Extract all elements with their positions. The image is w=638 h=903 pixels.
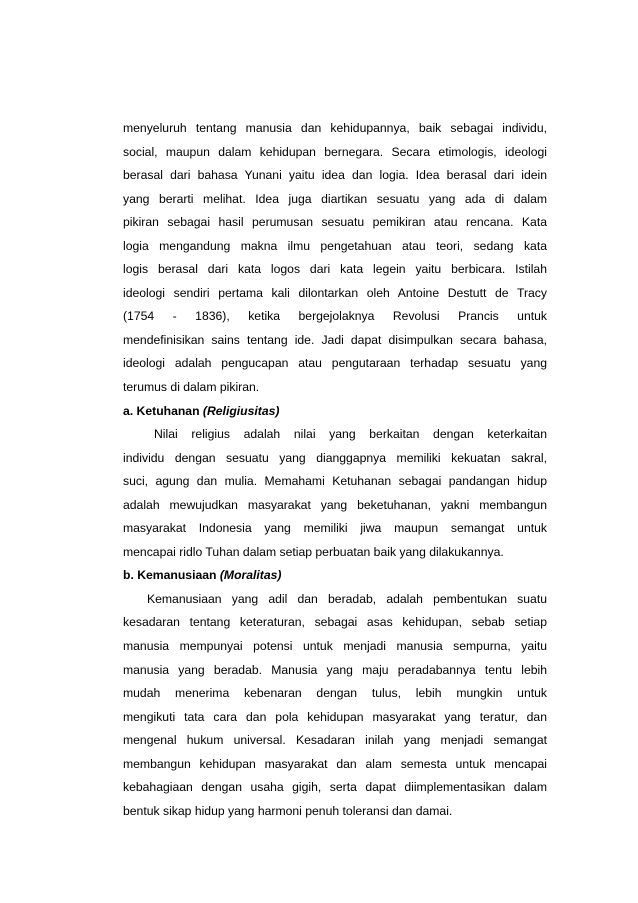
section-heading-kemanusiaan [123, 564, 547, 588]
text-line: mencapai ridlo Tuhan dalam setiap perbuatan baik yang dilakukannya. [123, 544, 504, 559]
text-line: Nilai religius adalah nilai yang berkaitan dengan keterkaitan [154, 427, 547, 442]
heading-label: b. Kemanusiaan [123, 568, 220, 583]
text-line: suci, agung dan mulia. Memahami Ketuhanan sebagai pandangan hidup [123, 474, 547, 489]
heading-subtitle: (Moralitas) [219, 568, 282, 583]
heading-label: a. Ketuhanan [123, 403, 203, 418]
text-line: ideologi adalah pengucapan atau pengutaraan terhadap sesuatu yang [123, 356, 547, 371]
text-line: manusia yang beradab. Manusia yang maju peradabannya tentu lebih [123, 662, 547, 677]
text-line: mengikuti tata cara dan pola kehidupan masyarakat yang teratur, dan [123, 709, 547, 724]
text-line: membangun kehidupan masyarakat dan alam semesta untuk mencapai [123, 756, 547, 771]
text-line: individu dengan sesuatu yang dianggapnya memiliki kekuatan sakral, [123, 450, 547, 465]
text-line: yang berarti melihat. Idea juga diartikan sesuatu yang ada di dalam [123, 191, 547, 206]
text-line: logia mengandung makna ilmu pengetahuan atau teori, sedang kata [123, 238, 547, 253]
text-line: mudah menerima kebenaran dengan tulus, lebih mungkin untuk [123, 686, 547, 701]
page-body [123, 117, 547, 823]
paragraph-kemanusiaan [123, 588, 547, 823]
text-line: manusia mempunyai potensi untuk menjadi manusia sempurna, yaitu [123, 639, 547, 654]
text-line: pikiran sebagai hasil perumusan sesuatu pemikiran atau rencana. Kata [123, 215, 547, 230]
text-line: adalah mewujudkan masyarakat yang beketuhanan, yakni membangun [123, 497, 547, 512]
text-line: bentuk sikap hidup yang harmoni penuh toleransi dan damai. [123, 803, 453, 818]
heading-subtitle: (Religiusitas) [202, 403, 280, 418]
text-line: masyarakat Indonesia yang memiliki jiwa maupun semangat untuk [123, 521, 547, 536]
text-line: mendefinisikan sains tentang ide. Jadi dapat disimpulkan secara bahasa, [123, 332, 547, 347]
section-heading-ketuhanan [123, 400, 547, 424]
text-line: Kemanusiaan yang adil dan beradab, adalah pembentukan suatu [147, 591, 547, 606]
text-line: social, maupun dalam kehidupan bernegara. Secara etimologis, ideologi [123, 144, 547, 159]
text-line: berasal dari bahasa Yunani yaitu idea dan logia. Idea berasal dari idein [123, 168, 547, 183]
text-line: mengenal hukum universal. Kesadaran inilah yang menjadi semangat [123, 733, 547, 748]
text-line: kebahagiaan dengan usaha gigih, serta dapat diimplementasikan dalam [123, 780, 547, 795]
text-line: kesadaran tentang keteraturan, sebagai asas kehidupan, sebab setiap [123, 615, 547, 630]
text-line: menyeluruh tentang manusia dan kehidupannya, baik sebagai individu, [123, 121, 547, 135]
text-line: terumus di dalam pikiran. [123, 380, 260, 395]
paragraph-intro [123, 117, 547, 400]
paragraph-ketuhanan [123, 423, 547, 564]
text-line: ideologi sendiri pertama kali dilontarkan oleh Antoine Destutt de Tracy [123, 285, 547, 300]
text-line: logis berasal dari kata logos dari kata legein yaitu berbicara. Istilah [123, 262, 547, 277]
text-line: (1754 - 1836), ketika bergejolaknya Revolusi Prancis untuk [123, 309, 547, 324]
